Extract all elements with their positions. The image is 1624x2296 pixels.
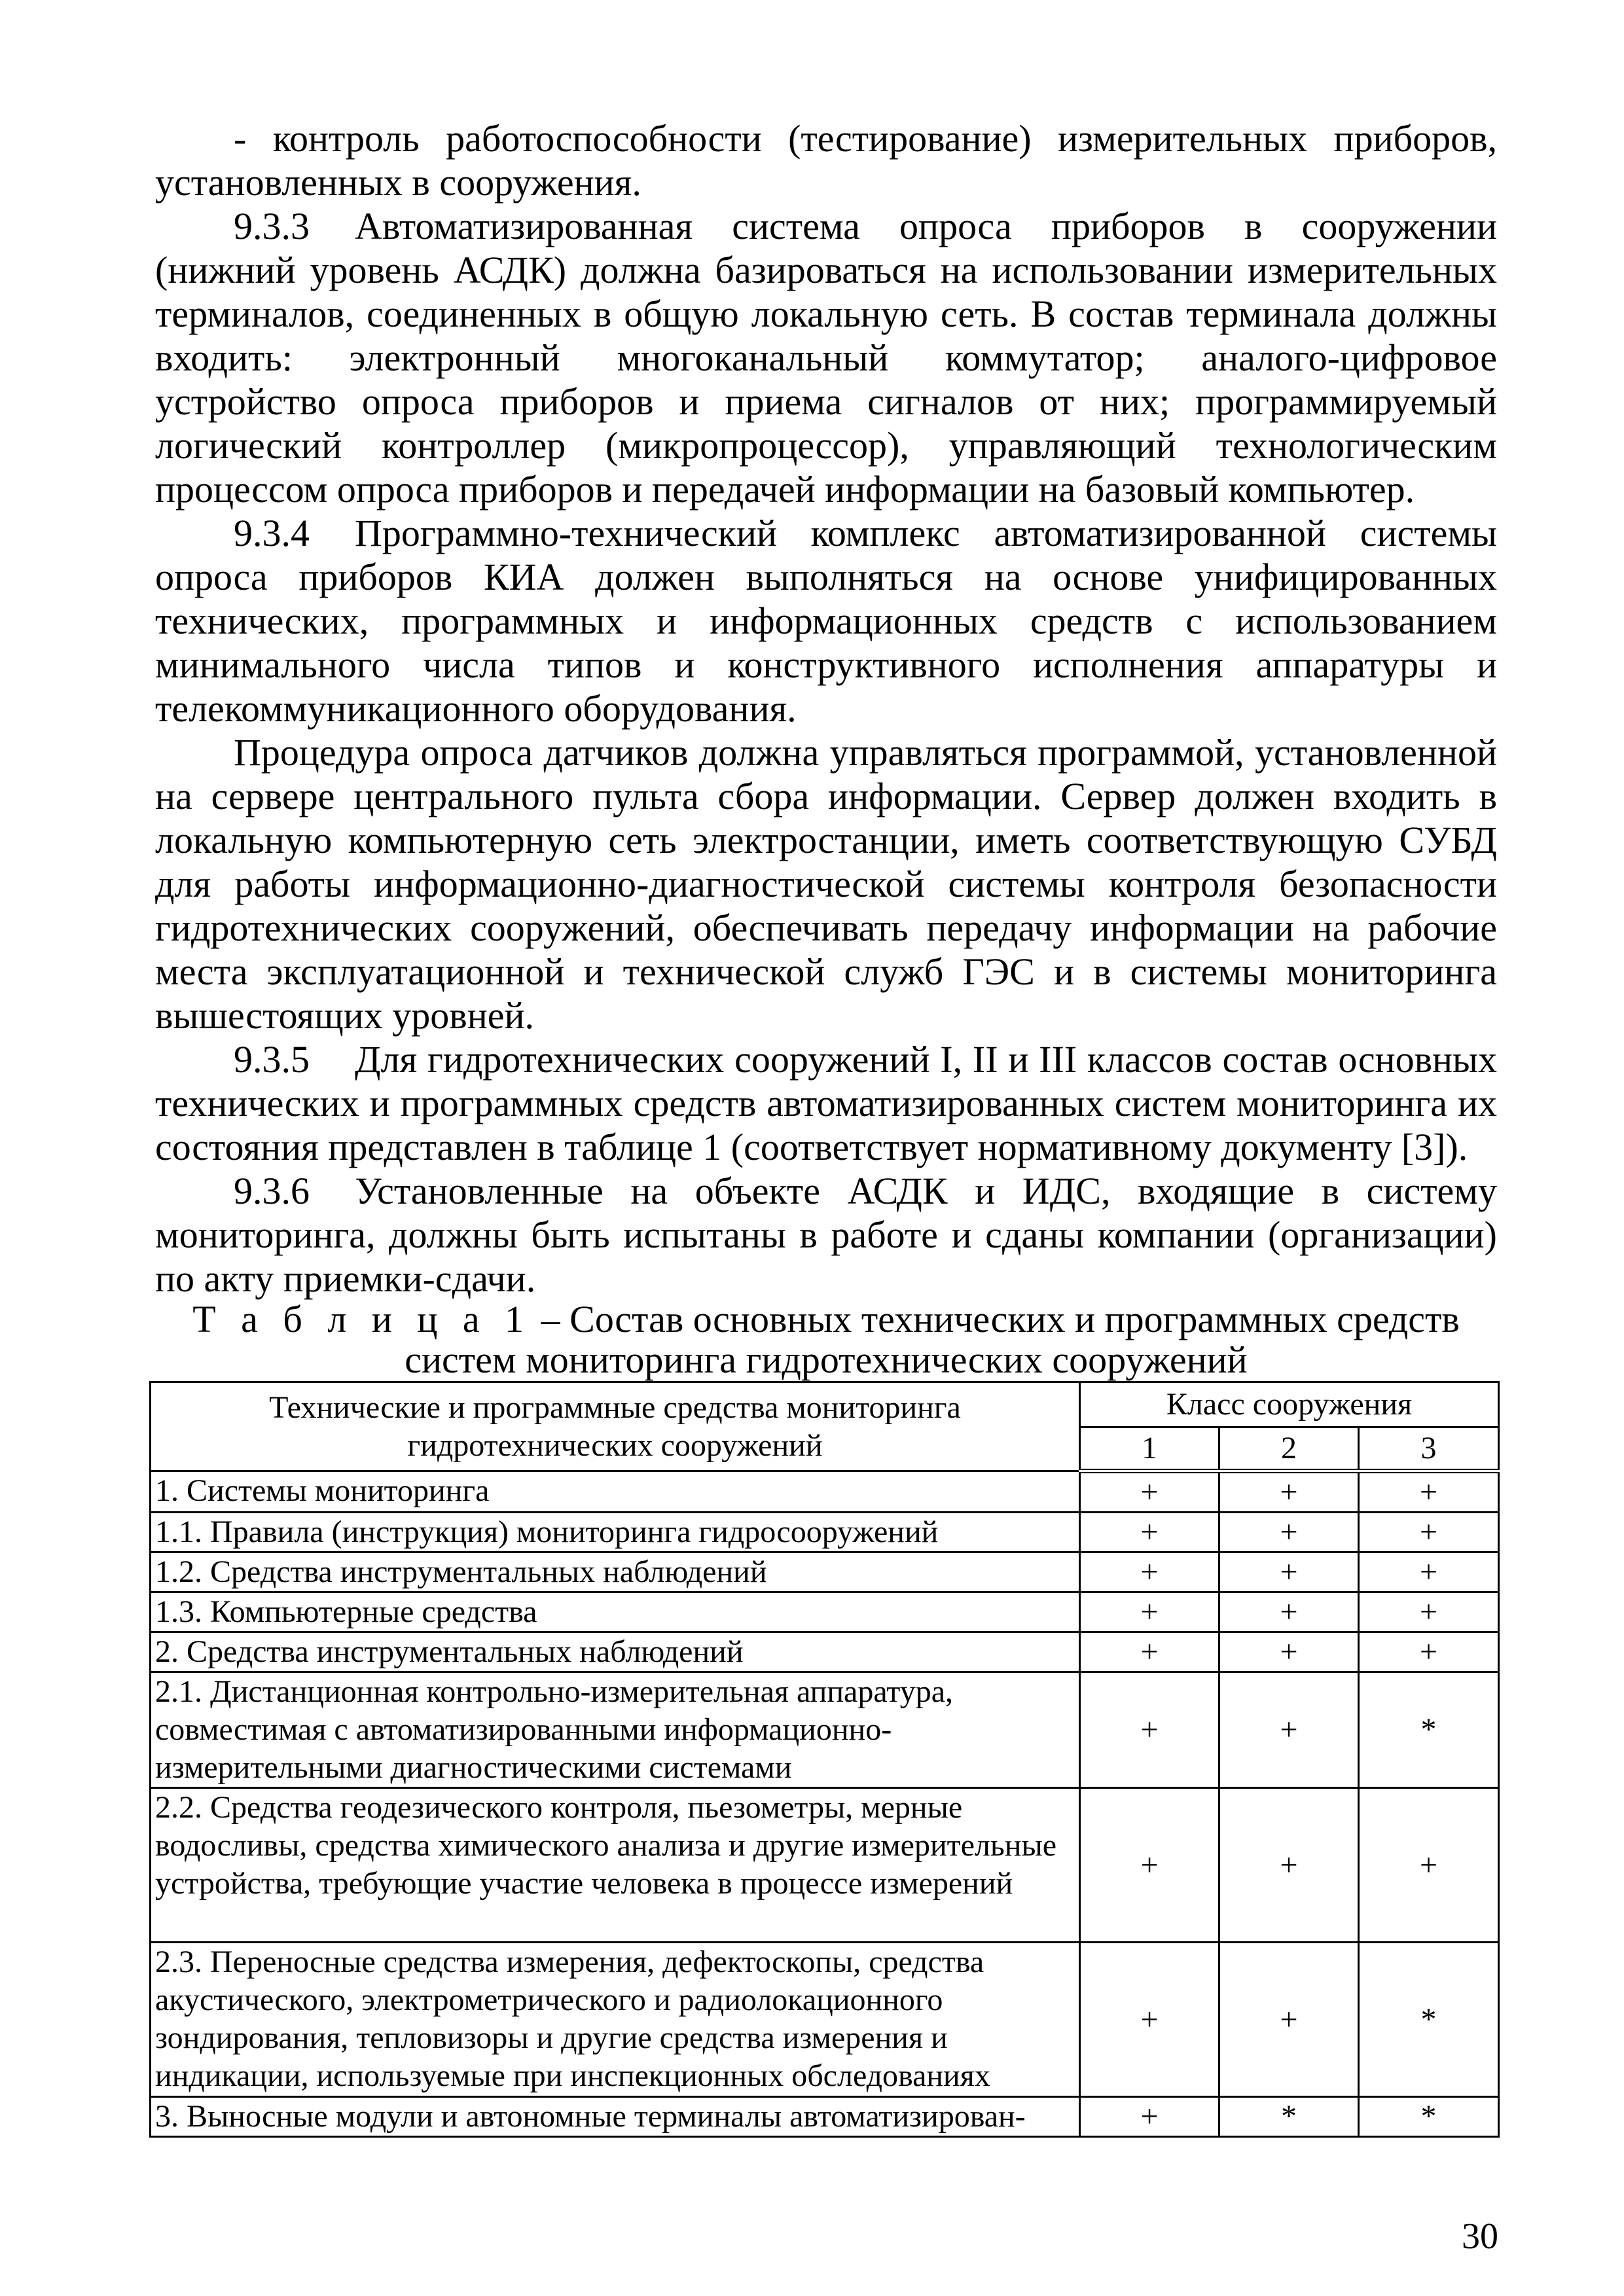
row-description: 2. Средства инструментальных наблюдений	[151, 1632, 1080, 1672]
table-row	[151, 1471, 1499, 1513]
class-2-mark: +	[1219, 1788, 1359, 1943]
paragraph-9-3-4	[155, 511, 1497, 730]
class-2-mark: *	[1219, 2097, 1359, 2137]
table-row	[151, 1592, 1499, 1632]
body-text	[155, 117, 1497, 1300]
class-3-mark: +	[1359, 1592, 1499, 1632]
row-description: 2.3. Переносные средства измерения, дефектоскопы, средства акустического, электрометрического и радиолокационного зондирования, тепловизоры и другие средства измерения и индикации, используемые при инспекционных обследованиях	[151, 1943, 1080, 2097]
paragraph-9-3-3	[155, 204, 1497, 511]
table-row	[151, 1943, 1499, 2097]
table-row	[151, 2097, 1499, 2137]
table-row	[151, 1788, 1499, 1943]
table-caption-text: – Состав основных технических и программных средств систем мониторинга гидротехнических сооружений	[405, 1298, 1460, 1381]
paragraph-9-3-4-text: Программно-технический комплекс автоматизированной системы опроса приборов КИА должен выполняться на основе унифицированных технических, программных и информационных средств с использованием минимального числа типов и конструктивного исполнения аппаратуры и телекоммуникационного оборудования.	[155, 512, 1497, 730]
paragraph-9-3-6	[155, 1169, 1497, 1300]
table-row	[151, 1513, 1499, 1552]
class-1-mark: +	[1080, 1943, 1219, 2097]
class-3-mark: +	[1359, 1788, 1499, 1943]
table-row	[151, 1632, 1499, 1672]
paragraph-9-3-6-text: Установленные на объекте АСДК и ИДС, входящие в систему мониторинга, должны быть испытаны в работе и сданы компании (организации) по акту приемки-сдачи.	[155, 1170, 1497, 1300]
header-class-2: 2	[1219, 1427, 1359, 1471]
class-3-mark: *	[1359, 1943, 1499, 2097]
class-1-mark: +	[1080, 1672, 1219, 1788]
class-3-mark: +	[1359, 1471, 1499, 1513]
paragraph-procedure-text: Процедура опроса датчиков должна управляться программой, установленной на сервере центрального пульта сбора информации. Сервер должен входить в локальную компьютерную сеть электростанции, иметь соответствующую СУБД для работы информационно-диагностической системы контроля безопасности гидротехнических сооружений, обеспечивать передачу информации на рабочие места эксплуатационной и технической служб ГЭС и в системы мониторинга вышестоящих уровней.	[155, 731, 1497, 1037]
paragraph-9-3-5	[155, 1037, 1497, 1169]
class-3-mark: +	[1359, 1632, 1499, 1672]
paragraph-9-3-5-text: Для гидротехнических сооружений I, II и III классов состав основных технических и программных средств автоматизированных систем мониторинга их состояния представлен в таблице 1 (соответствует нормативному документу [3]).	[155, 1038, 1497, 1168]
table-caption	[155, 1299, 1497, 1380]
row-description: 1.3. Компьютерные средства	[151, 1592, 1080, 1632]
class-1-mark: +	[1080, 1471, 1219, 1513]
clause-number: 9.3.6	[234, 1170, 310, 1212]
table-row	[151, 1552, 1499, 1592]
class-1-mark: +	[1080, 1552, 1219, 1592]
paragraph-9-3-3-text: Автоматизированная система опроса приборов в сооружении (нижний уровень АСДК) должна базироваться на использовании измерительных терминалов, соединенных в общую локальную сеть. В состав терминала должны входить: электронный многоканальный коммутатор; аналого-цифровое устройство опроса приборов и приема сигналов от них; программируемый логический контроллер (микропроцессор), управляющий технологическим процессом опроса приборов и передачей информации на базовый компьютер.	[155, 205, 1497, 511]
row-description: 1. Системы мониторинга	[151, 1471, 1080, 1513]
header-class: Класс сооружения	[1080, 1382, 1499, 1427]
header-class-3: 3	[1359, 1427, 1499, 1471]
paragraph-1-text: - контроль работоспособности (тестирование) измерительных приборов, установленных в сооружения.	[155, 117, 1497, 204]
row-description: 1.1. Правила (инструкция) мониторинга гидросооружений	[151, 1513, 1080, 1552]
class-3-mark: +	[1359, 1513, 1499, 1552]
table-caption-label: Т а б л и ц а 1	[192, 1298, 532, 1340]
class-1-mark: +	[1080, 1788, 1219, 1943]
paragraph-1	[155, 117, 1497, 204]
class-3-mark: +	[1359, 1552, 1499, 1592]
page-number: 30	[1462, 2216, 1498, 2257]
row-description: 2.1. Дистанционная контрольно-измерительная аппаратура, совместимая с автоматизированными информационно-измерительными диагностическими системами	[151, 1672, 1080, 1788]
header-class-1: 1	[1080, 1427, 1219, 1471]
clause-number: 9.3.5	[234, 1038, 310, 1081]
class-2-mark: +	[1219, 1592, 1359, 1632]
class-3-mark: *	[1359, 2097, 1499, 2137]
paragraph-procedure	[155, 730, 1497, 1037]
class-2-mark: +	[1219, 1552, 1359, 1592]
class-2-mark: +	[1219, 1632, 1359, 1672]
class-1-mark: +	[1080, 2097, 1219, 2137]
class-1-mark: +	[1080, 1592, 1219, 1632]
row-description: 1.2. Средства инструментальных наблюдений	[151, 1552, 1080, 1592]
row-description: 2.2. Средства геодезического контроля, пьезометры, мерные водосливы, средства химического анализа и другие измерительные устройства, требующие участие человека в процессе измерений	[151, 1788, 1080, 1943]
class-1-mark: +	[1080, 1513, 1219, 1552]
class-2-mark: +	[1219, 1471, 1359, 1513]
monitoring-means-table	[149, 1381, 1500, 2138]
class-1-mark: +	[1080, 1632, 1219, 1672]
clause-number: 9.3.4	[234, 512, 310, 554]
row-description: 3. Выносные модули и автономные терминалы автоматизирован-	[151, 2097, 1080, 2137]
class-3-mark: *	[1359, 1672, 1499, 1788]
class-2-mark: +	[1219, 1943, 1359, 2097]
table-row	[151, 1672, 1499, 1788]
class-2-mark: +	[1219, 1672, 1359, 1788]
header-description: Технические и программные средства мониторинга гидротехнических сооружений	[151, 1382, 1080, 1471]
class-2-mark: +	[1219, 1513, 1359, 1552]
clause-number: 9.3.3	[234, 205, 310, 247]
